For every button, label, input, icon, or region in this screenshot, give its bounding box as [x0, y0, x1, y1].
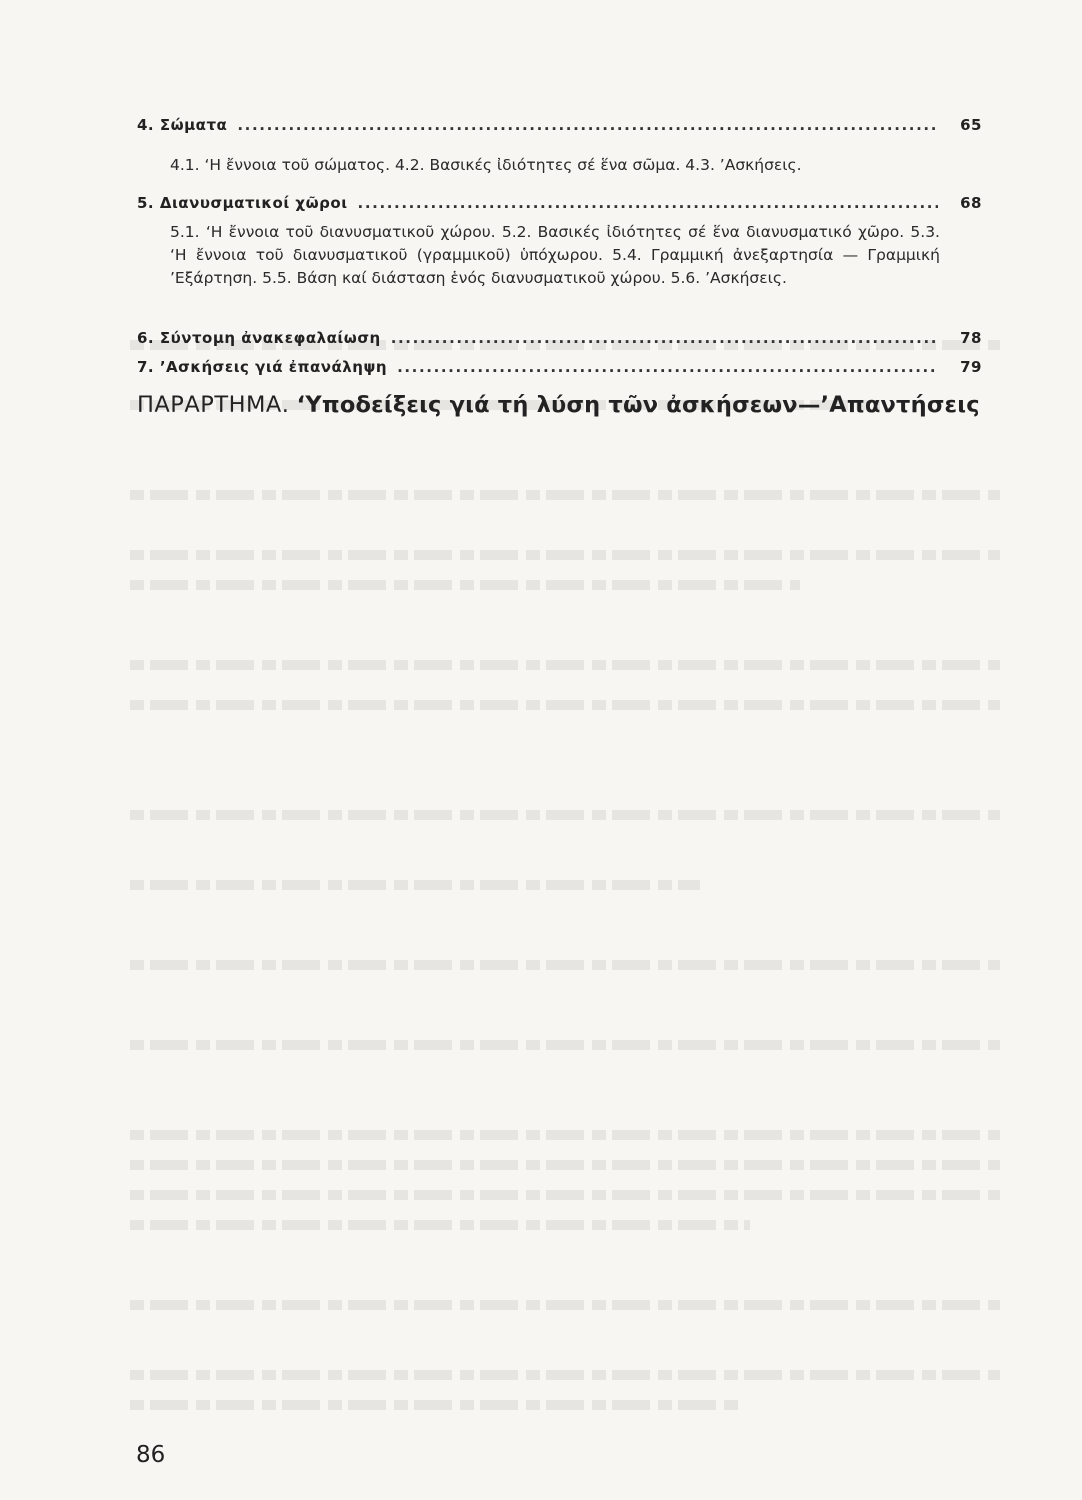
- toc-entry-page: 79: [960, 358, 982, 376]
- toc-entry-page: 68: [960, 194, 982, 212]
- toc-entry-5: [137, 194, 982, 212]
- appendix-heading: [137, 392, 987, 418]
- toc-subsections-5: 5.1. ‘Η ἔννοια τοῦ διανυσματικοῦ χώρου. 5.2. Βασικές ἰδιότητες σέ ἕνα διανυσματικό χῶρο. 5.3. ‘Η ἔννοια τοῦ διανυσματικοῦ (γραμμικοῦ) ὑπόχωρου. 5.4. Γραμμική ἀνεξαρτησία — Γραμμική ’Εξάρτηση. 5.5. Βάση καί διάσταση ἑνός διανυσματικοῦ χώρου. 5.6. ’Ασκήσεις.: [170, 223, 940, 287]
- dot-leader: [237, 116, 938, 134]
- toc-entry-title: 7. ’Ασκήσεις γιά ἐπανάληψη: [137, 358, 388, 376]
- toc-entry-page: 78: [960, 329, 982, 347]
- page-number: 86: [136, 1442, 166, 1468]
- toc-entry-4: [137, 116, 982, 134]
- toc-entry-title: 6. Σύντομη ἀνακεφαλαίωση: [137, 329, 381, 347]
- toc-entry-6: [137, 329, 982, 347]
- toc-entry-title: 4. Σώματα: [137, 116, 228, 134]
- appendix-label: ΠΑΡΑΡΤΗΜΑ.: [137, 392, 290, 418]
- toc-subsections-4: 4.1. ‘Η ἔννοια τοῦ σώματος. 4.2. Βασικές ἰδιότητες σέ ἕνα σῶμα. 4.3. ’Ασκήσεις.: [170, 156, 802, 174]
- bleed-through-text: [130, 340, 1000, 1440]
- dot-leader: [358, 194, 938, 212]
- toc-entry-page: 65: [960, 116, 982, 134]
- dot-leader: [391, 329, 938, 347]
- toc-entry-title: 5. Διανυσματικοί χῶροι: [137, 194, 348, 212]
- toc-entry-7: [137, 358, 982, 376]
- dot-leader: [397, 358, 938, 376]
- appendix-title: ‘Υποδείξεις γιά τή λύση τῶν ἀσκήσεων—’Απαντήσεις: [296, 392, 980, 418]
